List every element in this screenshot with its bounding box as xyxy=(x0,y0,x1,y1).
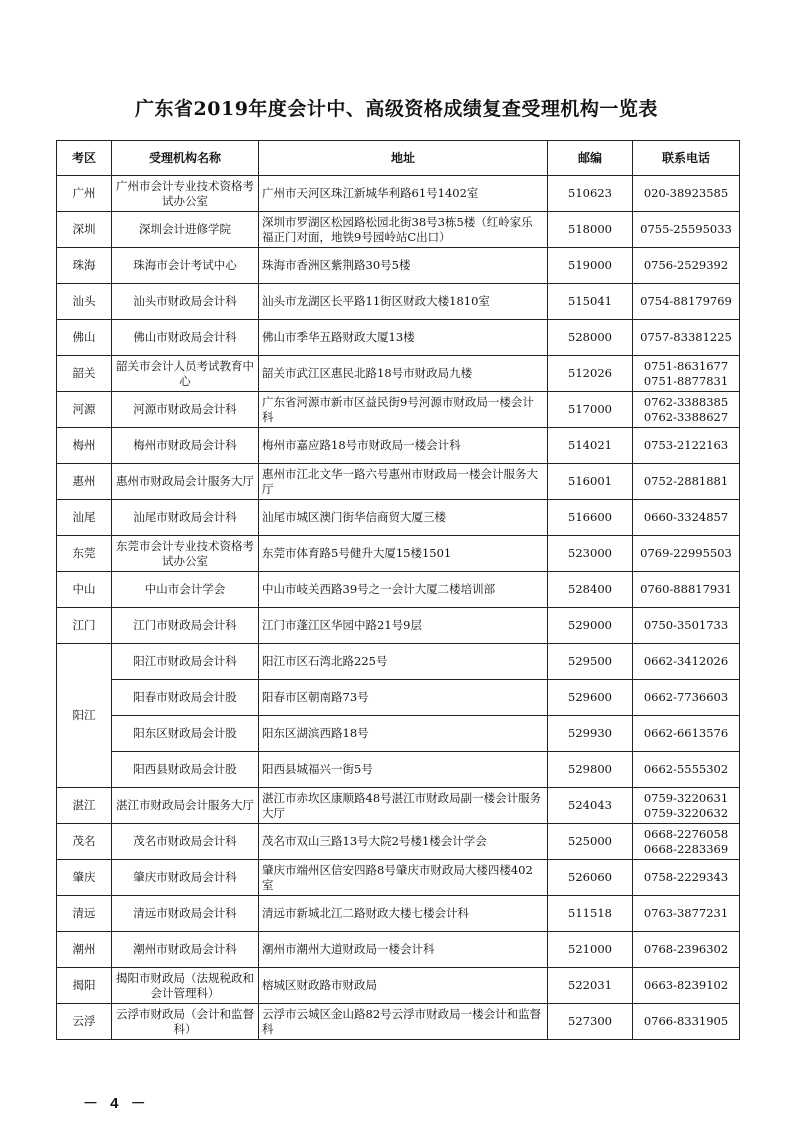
phone-number: 0759-3220631 xyxy=(643,790,729,805)
institution-table xyxy=(56,140,740,1040)
cell-org: 肇庆市财政局会计科 xyxy=(112,860,259,896)
cell-zip: 525000 xyxy=(548,824,633,860)
cell-org: 湛江市财政局会计服务大厅 xyxy=(112,788,259,824)
phone-number: 0662-3412026 xyxy=(643,654,729,668)
table-row xyxy=(57,284,740,320)
cell-zip: 512026 xyxy=(548,356,633,392)
cell-region: 东莞 xyxy=(57,536,112,572)
phone-number: 0668-2276058 xyxy=(643,826,729,841)
cell-address: 广州市天河区珠江新城华利路61号1402室 xyxy=(259,176,548,212)
phone-number: 0662-5555302 xyxy=(643,762,729,776)
phone-number: 0753-2122163 xyxy=(643,438,729,452)
cell-region: 深圳 xyxy=(57,212,112,248)
cell-org: 深圳会计进修学院 xyxy=(112,212,259,248)
phone-number: 0762-3388385 xyxy=(643,394,729,409)
cell-phone xyxy=(633,968,740,1004)
cell-phone xyxy=(633,212,740,248)
cell-phone xyxy=(633,932,740,968)
cell-zip: 522031 xyxy=(548,968,633,1004)
cell-phone xyxy=(633,716,740,752)
table-row xyxy=(57,896,740,932)
cell-phone xyxy=(633,824,740,860)
phone-number: 0662-6613576 xyxy=(643,726,729,740)
cell-org: 汕头市财政局会计科 xyxy=(112,284,259,320)
cell-org: 茂名市财政局会计科 xyxy=(112,824,259,860)
cell-address: 湛江市赤坎区康顺路48号湛江市财政局副一楼会计服务大厅 xyxy=(259,788,548,824)
table-row xyxy=(57,176,740,212)
cell-phone xyxy=(633,356,740,392)
cell-region: 梅州 xyxy=(57,428,112,464)
cell-zip: 519000 xyxy=(548,248,633,284)
cell-zip: 511518 xyxy=(548,896,633,932)
table-row xyxy=(57,392,740,428)
cell-phone xyxy=(633,284,740,320)
phone-number: 0756-2529392 xyxy=(643,258,729,272)
cell-zip: 521000 xyxy=(548,932,633,968)
cell-zip: 529600 xyxy=(548,680,633,716)
table-row xyxy=(57,824,740,860)
cell-address: 惠州市江北文华一路六号惠州市财政局一楼会计服务大厅 xyxy=(259,464,548,500)
cell-zip: 529800 xyxy=(548,752,633,788)
phone-number: 0751-8631677 xyxy=(643,358,729,373)
cell-org: 惠州市财政局会计服务大厅 xyxy=(112,464,259,500)
header-zip: 邮编 xyxy=(548,141,633,176)
cell-org: 广州市会计专业技术资格考试办公室 xyxy=(112,176,259,212)
cell-phone xyxy=(633,1004,740,1040)
phone-number: 020-38923585 xyxy=(643,186,729,200)
cell-region: 汕尾 xyxy=(57,500,112,536)
cell-region: 云浮 xyxy=(57,1004,112,1040)
cell-address: 茂名市双山三路13号大院2号楼1楼会计学会 xyxy=(259,824,548,860)
table-row xyxy=(57,356,740,392)
cell-phone xyxy=(633,248,740,284)
phone-number: 0757-83381225 xyxy=(640,330,732,344)
table-row xyxy=(57,320,740,356)
cell-zip: 514021 xyxy=(548,428,633,464)
phone-number: 0750-3501733 xyxy=(643,618,729,632)
cell-region: 惠州 xyxy=(57,464,112,500)
phone-number: 0668-2283369 xyxy=(643,841,729,856)
table-row xyxy=(57,608,740,644)
cell-region: 广州 xyxy=(57,176,112,212)
cell-address: 珠海市香洲区紫荆路30号5楼 xyxy=(259,248,548,284)
phone-number: 0762-3388627 xyxy=(643,409,729,424)
cell-region: 韶关 xyxy=(57,356,112,392)
cell-phone xyxy=(633,608,740,644)
cell-region: 河源 xyxy=(57,392,112,428)
cell-phone xyxy=(633,788,740,824)
phone-number: 0766-8331905 xyxy=(643,1014,729,1028)
table-row xyxy=(57,248,740,284)
cell-org: 韶关市会计人员考试教育中心 xyxy=(112,356,259,392)
cell-zip: 517000 xyxy=(548,392,633,428)
cell-phone xyxy=(633,428,740,464)
phone-number: 0663-8239102 xyxy=(643,978,729,992)
cell-address: 榕城区财政路市财政局 xyxy=(259,968,548,1004)
cell-address: 佛山市季华五路财政大厦13楼 xyxy=(259,320,548,356)
cell-address: 韶关市武江区惠民北路18号市财政局九楼 xyxy=(259,356,548,392)
cell-address: 深圳市罗湖区松园路松园北街38号3栋5楼（红岭家乐福正门对面，地铁9号园岭站C出口） xyxy=(259,212,548,248)
header-phone: 联系电话 xyxy=(633,141,740,176)
table-row xyxy=(57,464,740,500)
cell-org: 河源市财政局会计科 xyxy=(112,392,259,428)
phone-number: 0769-22995503 xyxy=(640,546,732,560)
table-row xyxy=(57,536,740,572)
cell-zip: 528000 xyxy=(548,320,633,356)
cell-org: 阳春市财政局会计股 xyxy=(112,680,259,716)
phone-number: 0763-3877231 xyxy=(643,906,729,920)
cell-address: 阳春市区朝南路73号 xyxy=(259,680,548,716)
cell-address: 中山市岐关西路39号之一会计大厦二楼培训部 xyxy=(259,572,548,608)
cell-phone xyxy=(633,752,740,788)
cell-org: 潮州市财政局会计科 xyxy=(112,932,259,968)
header-org: 受理机构名称 xyxy=(112,141,259,176)
cell-org: 江门市财政局会计科 xyxy=(112,608,259,644)
cell-zip: 529000 xyxy=(548,608,633,644)
table-row xyxy=(57,500,740,536)
cell-zip: 523000 xyxy=(548,536,633,572)
cell-org: 东莞市会计专业技术资格考试办公室 xyxy=(112,536,259,572)
cell-zip: 524043 xyxy=(548,788,633,824)
phone-number: 0759-3220632 xyxy=(643,805,729,820)
cell-phone xyxy=(633,392,740,428)
cell-zip: 518000 xyxy=(548,212,633,248)
table-row xyxy=(57,788,740,824)
cell-address: 汕头市龙湖区长平路11街区财政大楼1810室 xyxy=(259,284,548,320)
cell-zip: 528400 xyxy=(548,572,633,608)
cell-address: 东莞市体育路5号健升大厦15楼1501 xyxy=(259,536,548,572)
phone-number: 0662-7736603 xyxy=(643,690,729,704)
cell-address: 潮州市潮州大道财政局一楼会计科 xyxy=(259,932,548,968)
cell-address: 肇庆市端州区信安四路8号肇庆市财政局大楼四楼402室 xyxy=(259,860,548,896)
cell-phone xyxy=(633,896,740,932)
cell-org: 汕尾市财政局会计科 xyxy=(112,500,259,536)
cell-region: 湛江 xyxy=(57,788,112,824)
cell-region: 江门 xyxy=(57,608,112,644)
cell-org: 云浮市财政局（会计和监督科） xyxy=(112,1004,259,1040)
table-row xyxy=(57,644,740,680)
cell-org: 清远市财政局会计科 xyxy=(112,896,259,932)
cell-address: 云浮市云城区金山路82号云浮市财政局一楼会计和监督科 xyxy=(259,1004,548,1040)
cell-region: 揭阳 xyxy=(57,968,112,1004)
cell-region: 汕头 xyxy=(57,284,112,320)
cell-zip: 526060 xyxy=(548,860,633,896)
cell-address: 汕尾市城区澳门街华信商贸大厦三楼 xyxy=(259,500,548,536)
phone-number: 0751-8877831 xyxy=(643,373,729,388)
table-header-row xyxy=(57,141,740,176)
table-row xyxy=(57,716,740,752)
header-region: 考区 xyxy=(57,141,112,176)
table-body xyxy=(57,176,740,1040)
cell-zip: 529500 xyxy=(548,644,633,680)
page-number: － 4 － xyxy=(83,1095,150,1112)
phone-number: 0754-88179769 xyxy=(640,294,732,308)
cell-address: 阳江市区石湾北路225号 xyxy=(259,644,548,680)
table-row xyxy=(57,212,740,248)
page-title: 广东省2019年度会计中、高级资格成绩复查受理机构一览表 xyxy=(135,98,658,120)
cell-zip: 510623 xyxy=(548,176,633,212)
cell-phone xyxy=(633,320,740,356)
cell-org: 阳西县财政局会计股 xyxy=(112,752,259,788)
cell-org: 佛山市财政局会计科 xyxy=(112,320,259,356)
phone-number: 0768-2396302 xyxy=(643,942,729,956)
cell-region: 佛山 xyxy=(57,320,112,356)
cell-phone xyxy=(633,572,740,608)
cell-org: 珠海市会计考试中心 xyxy=(112,248,259,284)
phone-number: 0760-88817931 xyxy=(640,582,732,596)
table-row xyxy=(57,1004,740,1040)
phone-number: 0758-2229343 xyxy=(643,870,729,884)
cell-org: 中山市会计学会 xyxy=(112,572,259,608)
cell-region: 茂名 xyxy=(57,824,112,860)
cell-zip: 516600 xyxy=(548,500,633,536)
phone-number: 0752-2881881 xyxy=(643,474,729,488)
phone-number: 0660-3324857 xyxy=(643,510,729,524)
cell-address: 江门市蓬江区华园中路21号9层 xyxy=(259,608,548,644)
table-row xyxy=(57,932,740,968)
table-row xyxy=(57,680,740,716)
cell-zip: 529930 xyxy=(548,716,633,752)
table-row xyxy=(57,428,740,464)
table-row xyxy=(57,860,740,896)
cell-org: 阳江市财政局会计科 xyxy=(112,644,259,680)
cell-phone xyxy=(633,644,740,680)
cell-address: 梅州市嘉应路18号市财政局一楼会计科 xyxy=(259,428,548,464)
cell-org: 梅州市财政局会计科 xyxy=(112,428,259,464)
cell-zip: 515041 xyxy=(548,284,633,320)
cell-org: 揭阳市财政局（法规税政和会计管理科） xyxy=(112,968,259,1004)
cell-region: 肇庆 xyxy=(57,860,112,896)
cell-address: 广东省河源市新市区益民街9号河源市财政局一楼会计科 xyxy=(259,392,548,428)
table-row xyxy=(57,572,740,608)
cell-address: 阳西县城福兴一街5号 xyxy=(259,752,548,788)
cell-phone xyxy=(633,860,740,896)
cell-region: 潮州 xyxy=(57,932,112,968)
header-address: 地址 xyxy=(259,141,548,176)
cell-address: 清远市新城北江二路财政大楼七楼会计科 xyxy=(259,896,548,932)
cell-zip: 516001 xyxy=(548,464,633,500)
cell-phone xyxy=(633,464,740,500)
cell-org: 阳东区财政局会计股 xyxy=(112,716,259,752)
cell-region: 珠海 xyxy=(57,248,112,284)
cell-zip: 527300 xyxy=(548,1004,633,1040)
cell-phone xyxy=(633,536,740,572)
cell-region: 阳江 xyxy=(57,644,112,788)
cell-region: 清远 xyxy=(57,896,112,932)
table-row xyxy=(57,752,740,788)
cell-region: 中山 xyxy=(57,572,112,608)
cell-phone xyxy=(633,680,740,716)
table-row xyxy=(57,968,740,1004)
phone-number: 0755-25595033 xyxy=(640,222,732,236)
cell-address: 阳东区湖滨西路18号 xyxy=(259,716,548,752)
cell-phone xyxy=(633,176,740,212)
cell-phone xyxy=(633,500,740,536)
